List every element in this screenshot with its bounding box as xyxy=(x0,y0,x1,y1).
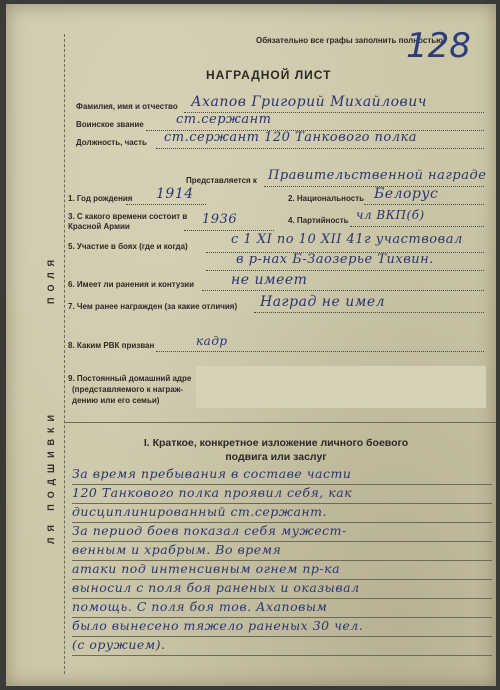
prev-awards-line xyxy=(254,312,484,313)
presented-label: Представляется к xyxy=(186,176,257,185)
rvk-value: кадр xyxy=(196,334,228,348)
battles-label: 5. Участие в боях (где и когда) xyxy=(68,242,188,251)
wounds-line xyxy=(202,290,484,291)
since-label: 3. С какого времени состоит в Красной Армии xyxy=(68,212,188,231)
rank-value: ст.сержант xyxy=(176,112,272,127)
name-label: Фамилия, имя и отчество xyxy=(76,102,178,111)
address-label-2: (представляемого к награж- xyxy=(72,385,184,394)
nationality-label: 2. Национальность xyxy=(288,194,365,203)
narrative-line-2: 120 Танкового полка проявил себя, как xyxy=(72,485,353,500)
address-label-3: дению или его семьи) xyxy=(72,396,160,405)
party-line xyxy=(350,226,484,227)
document-title: НАГРАДНОЙ ЛИСТ xyxy=(206,68,332,82)
narrative-line-6: атаки под интенсивным огнем пр-ка xyxy=(72,561,341,576)
section-divider xyxy=(64,422,496,423)
since-value: 1936 xyxy=(202,212,238,227)
birth-label: 1. Год рождения xyxy=(68,194,133,203)
since-line xyxy=(184,230,274,231)
wounds-label: 6. Имеет ли ранения и контузии xyxy=(68,280,195,289)
battles-value-1: с 1 XI по 10 XII 41г участвовал xyxy=(231,232,463,247)
party-label: 4. Партийность xyxy=(288,216,349,225)
birth-line xyxy=(126,204,206,205)
rank-label: Воинское звание xyxy=(76,120,144,129)
side-label-margin: ПОЛЯ xyxy=(46,253,56,304)
post-line xyxy=(156,148,484,149)
wounds-value: не имеет xyxy=(231,272,308,288)
award-sheet xyxy=(6,4,496,686)
post-value: ст.сержант 120 Танкового полка xyxy=(164,130,418,145)
rvk-label: 8. Каким РВК призван xyxy=(68,341,155,350)
redacted-address-area xyxy=(196,366,486,408)
narrative-rule-10 xyxy=(72,655,492,656)
narrative-line-4: За период боев показал себя мужест- xyxy=(72,523,347,538)
address-label-1: 9. Постоянный домашний адре xyxy=(68,374,192,383)
narrative-line-3: дисциплинированный ст.сержант. xyxy=(72,504,327,519)
birth-value: 1914 xyxy=(156,186,194,202)
nationality-line xyxy=(364,204,484,205)
binding-margin-line xyxy=(64,34,66,674)
section-title-line-1: I. Краткое, конкретное изложение личного боевого xyxy=(143,437,409,449)
narrative-line-5: венным и храбрым. Во время xyxy=(72,542,282,557)
narrative-line-9: было вынесено тяжело раненых 30 чел. xyxy=(72,618,364,633)
archive-number: 128 xyxy=(406,26,471,66)
rvk-line xyxy=(156,351,484,352)
post-label: Должность, часть xyxy=(76,138,147,147)
section-title-line-2: подвига или заслуг xyxy=(225,451,327,463)
prev-awards-value: Наград не имел xyxy=(260,294,386,310)
nationality-value: Белорус xyxy=(374,186,439,202)
section-title xyxy=(76,436,476,464)
battles-line-2 xyxy=(206,270,484,271)
narrative-line-10: (с оружием). xyxy=(72,637,166,652)
name-value: Ахапов Григорий Михайлович xyxy=(191,94,427,110)
battles-value-2: в р-нах Б-Заозерье Тихвин. xyxy=(236,252,434,267)
requirement-note: Обязательно все графы заполнить полностью. xyxy=(256,36,446,45)
narrative-line-8: помощь. С поля боя тов. Ахаповым xyxy=(72,599,328,614)
prev-awards-label: 7. Чем ранее награжден (за какие отличия) xyxy=(68,302,238,311)
narrative-line-1: За время пребывания в составе части xyxy=(72,466,352,481)
party-value: чл ВКП(б) xyxy=(356,208,425,222)
presented-value: Правительственной награде xyxy=(268,168,487,183)
narrative-line-7: выносил с поля боя раненых и оказывал xyxy=(72,580,360,595)
side-label-binding: ЛЯ ПОДШИВКИ xyxy=(46,408,56,544)
